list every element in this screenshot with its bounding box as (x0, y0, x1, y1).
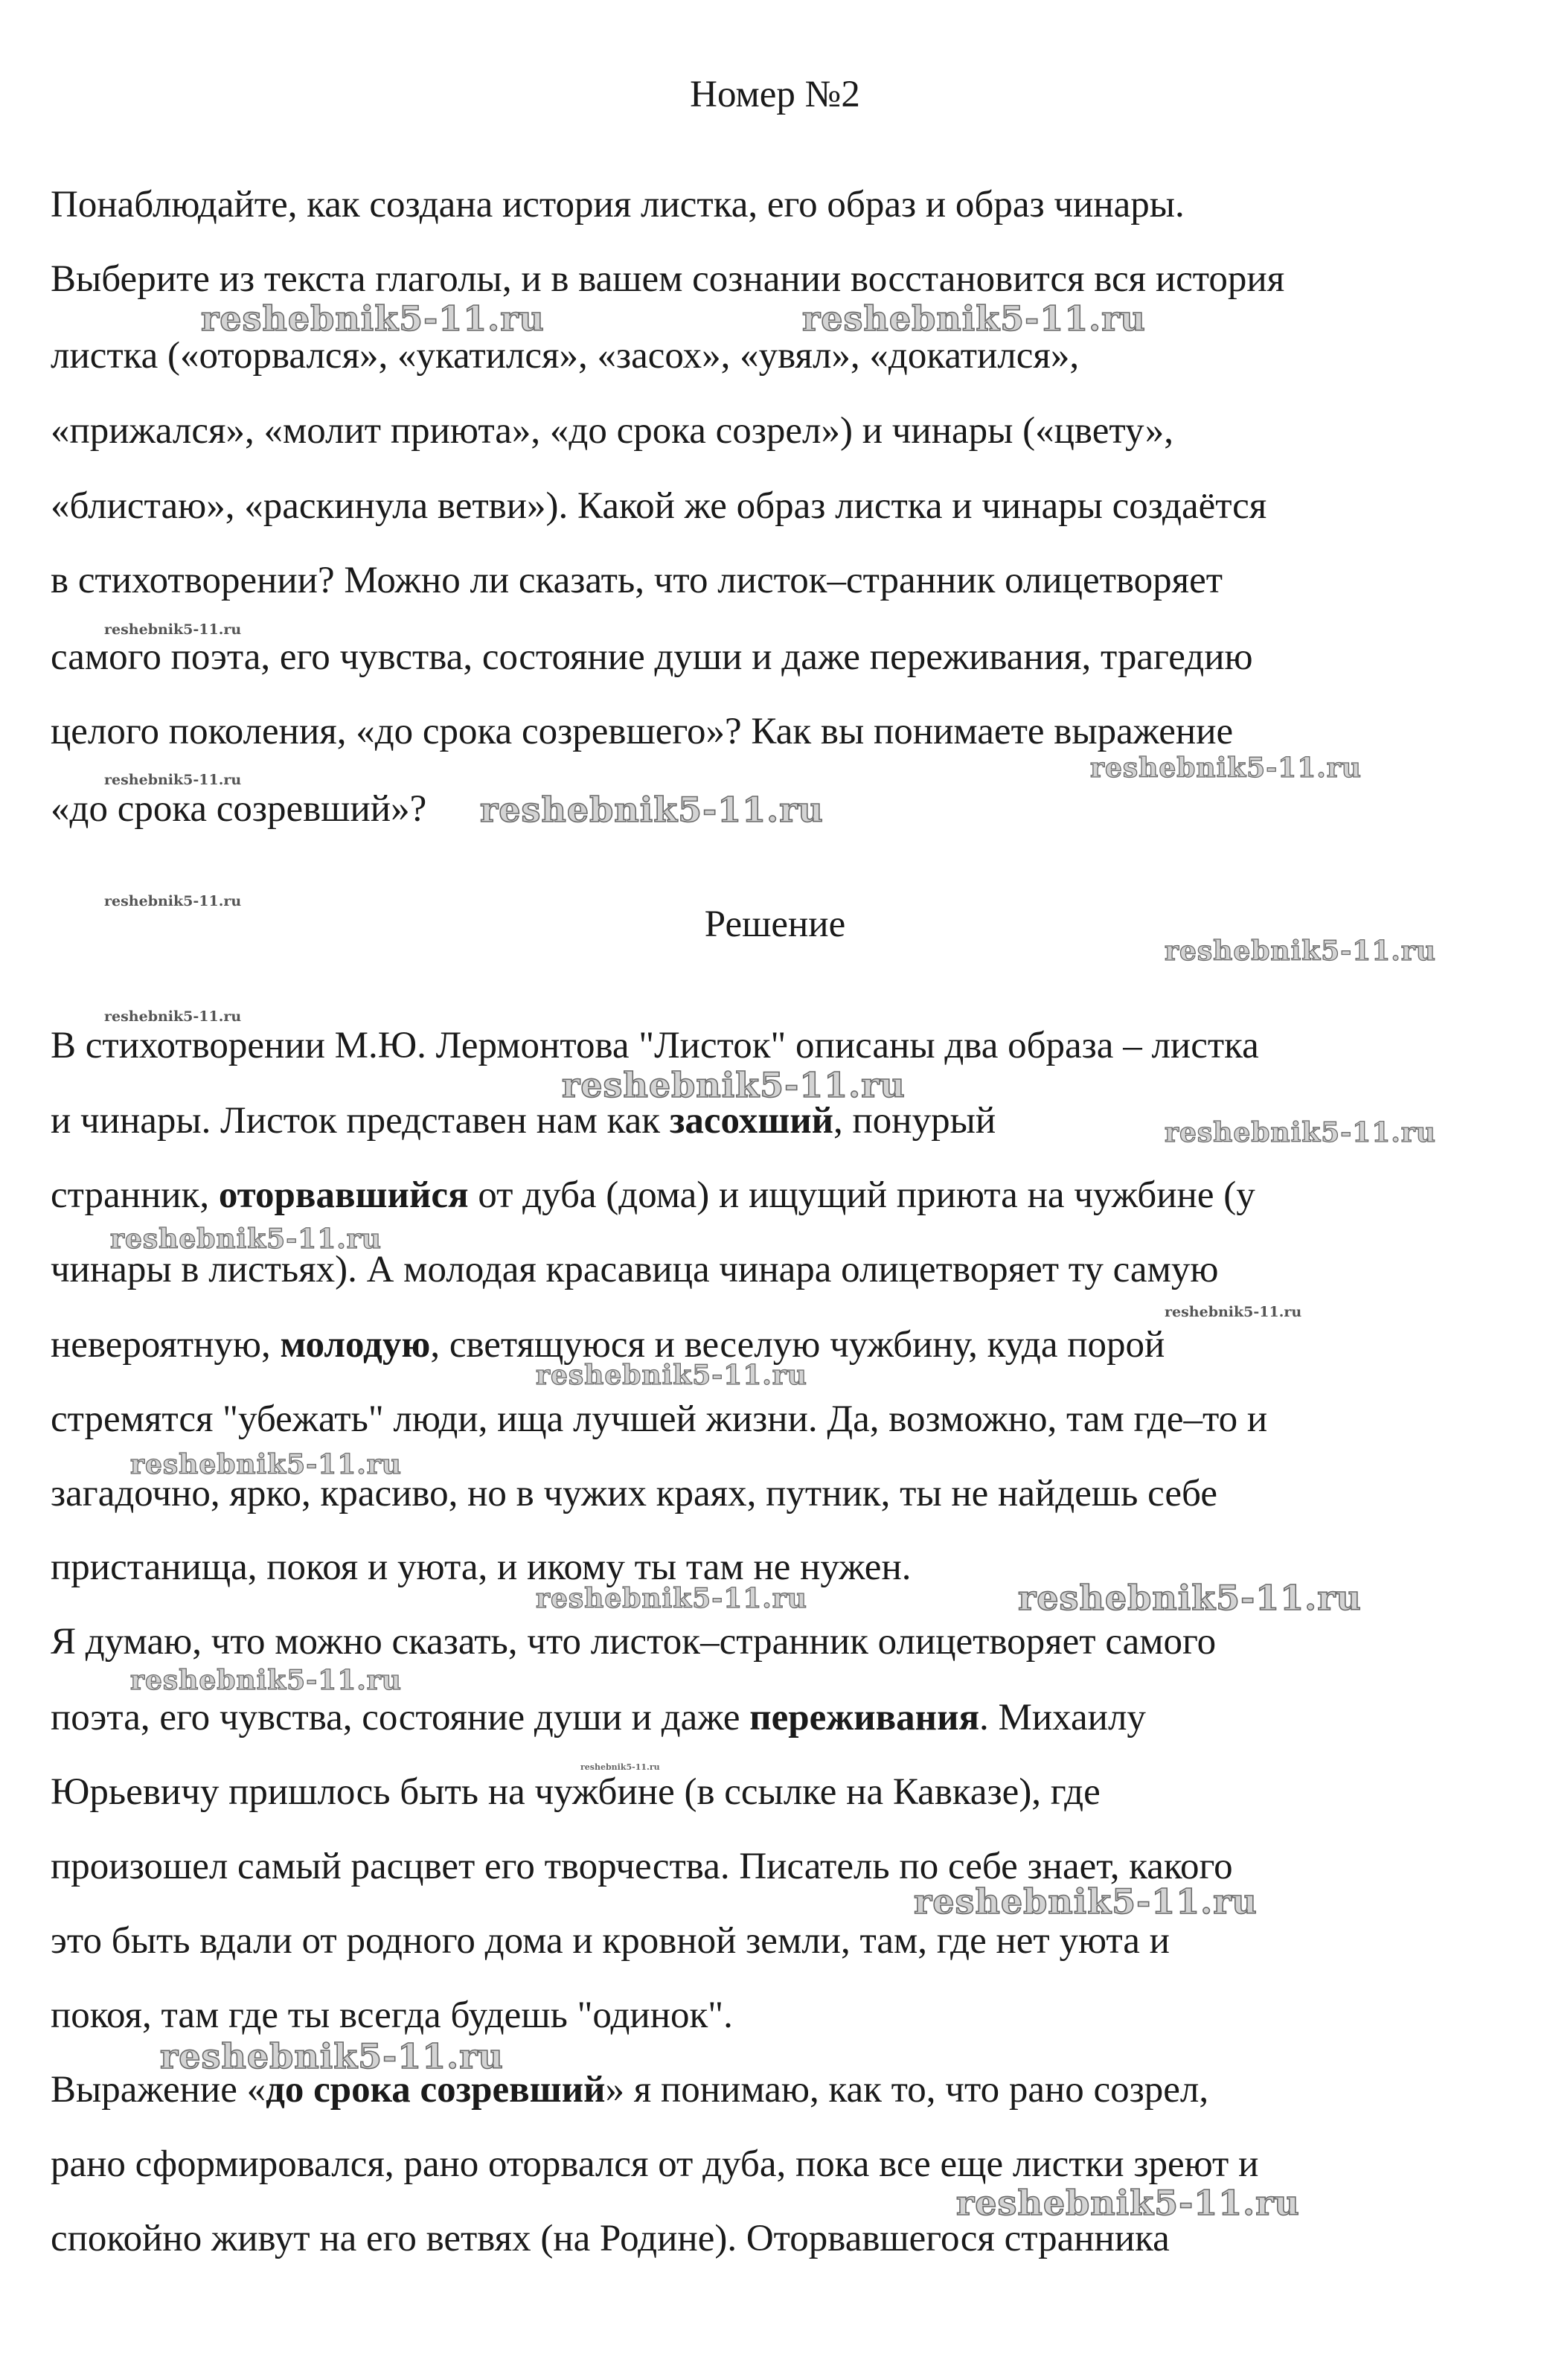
watermark: reshebnik5-11.ru (201, 298, 545, 339)
question-line (51, 635, 1253, 679)
solution-line (51, 1173, 1255, 1218)
text-run: стремятся "убежать" люди, ища лучшей жизни. Да, возможно, там где–то и (51, 1398, 1268, 1440)
text-run: Я думаю, что можно сказать, что листок–странник олицетворяет самого (51, 1621, 1217, 1663)
watermark: reshebnik5-11.ru (1165, 1117, 1436, 1148)
question-line (51, 333, 1079, 378)
watermark: reshebnik5-11.ru (104, 772, 242, 788)
bold-term: до срока созревший (266, 2069, 606, 2111)
solution-line (51, 1619, 1216, 1664)
bold-term: переживания (749, 1697, 980, 1738)
solution-line (51, 1695, 1146, 1740)
text-run: » я понимаю, как то, что рано созрел, (605, 2069, 1209, 2111)
watermark: reshebnik5-11.ru (580, 1762, 660, 1772)
solution-line (51, 1023, 1259, 1068)
solution-line (51, 1993, 733, 2038)
watermark: reshebnik5-11.ru (802, 298, 1146, 339)
question-line (51, 484, 1266, 528)
text-run: , светящуюся и веселую чужбину, куда порой (430, 1324, 1165, 1366)
question-line (51, 182, 1185, 227)
solution-heading: Решение (704, 903, 846, 945)
solution-line (51, 1770, 1101, 1814)
text-run: «блистаю», «раскинула ветви»). Какой же образ листка и чинары создаётся (51, 485, 1267, 527)
solution-line (51, 1098, 996, 1143)
text-run: «до срока созревший»? (51, 788, 427, 830)
watermark: reshebnik5-11.ru (104, 1008, 242, 1025)
solution-line (51, 2142, 1258, 2187)
watermark: reshebnik5-11.ru (1090, 752, 1362, 784)
text-run: поэта, его чувства, состояние души и даже (51, 1697, 750, 1738)
watermark: reshebnik5-11.ru (160, 2036, 504, 2076)
text-run: спокойно живут на его ветвях (на Родине). Оторвавшегося странника (51, 2218, 1170, 2259)
watermark: reshebnik5-11.ru (536, 1583, 807, 1614)
watermark: reshebnik5-11.ru (536, 1360, 807, 1391)
text-run: загадочно, ярко, красиво, но в чужих краях, путник, ты не найдешь себе (51, 1473, 1217, 1514)
text-run: целого поколения, «до срока созревшего»? Как вы понимаете выражение (51, 711, 1234, 752)
text-run: самого поэта, его чувства, состояние души и даже переживания, трагедию (51, 636, 1253, 678)
text-run: Выберите из текста глаголы, и в вашем сознании восстановится вся история (51, 258, 1285, 300)
watermark: reshebnik5-11.ru (104, 621, 242, 638)
watermark: reshebnik5-11.ru (914, 1881, 1258, 1922)
question-line (51, 709, 1233, 754)
watermark: reshebnik5-11.ru (1018, 1578, 1362, 1618)
text-run: невероятную, (51, 1324, 281, 1366)
text-run: в стихотворении? Можно ли сказать, что листок–странник олицетворяет (51, 560, 1223, 601)
watermark: reshebnik5-11.ru (130, 1665, 402, 1696)
question-line (51, 558, 1223, 603)
text-run: «прижался», «молит приюта», «до срока созрел») и чинары («цвету», (51, 410, 1173, 452)
question-line (51, 409, 1173, 453)
text-run: рано сформировался, рано оторвался от дуба, пока все еще листки зреют и (51, 2143, 1259, 2185)
watermark: reshebnik5-11.ru (1165, 1304, 1302, 1320)
watermark: reshebnik5-11.ru (104, 893, 242, 909)
watermark: reshebnik5-11.ru (1165, 935, 1436, 967)
question-line (51, 787, 426, 831)
text-run: листка («оторвался», «укатился», «засох», «увял», «докатился», (51, 335, 1080, 377)
watermark: reshebnik5-11.ru (956, 2183, 1300, 2223)
text-run: пристанища, покоя и уюта, и икому ты там не нужен. (51, 1546, 912, 1588)
solution-line (51, 1397, 1267, 1442)
watermark: reshebnik5-11.ru (130, 1449, 402, 1480)
text-run: Выражение « (51, 2069, 266, 2111)
text-run: Юрьевичу пришлось быть на чужбине (в ссылке на Кавказе), где (51, 1771, 1101, 1813)
text-run: это быть вдали от родного дома и кровной земли, там, где нет уюта и (51, 1920, 1170, 1962)
text-run: . Михаилу (979, 1697, 1146, 1738)
watermark: reshebnik5-11.ru (110, 1223, 382, 1255)
text-run: В стихотворении М.Ю. Лермонтова "Листок" описаны два образа – листка (51, 1025, 1259, 1066)
text-run: странник, (51, 1174, 219, 1216)
question-line (51, 257, 1284, 301)
watermark: reshebnik5-11.ru (480, 790, 824, 830)
watermark: reshebnik5-11.ru (562, 1065, 906, 1105)
text-run: Понаблюдайте, как создана история листка, его образ и образ чинары. (51, 184, 1185, 225)
bold-term: засохший (669, 1100, 834, 1142)
solution-line (51, 2216, 1170, 2261)
bold-term: молодую (280, 1324, 431, 1366)
text-run: произошел самый расцвет его творчества. Писатель по себе знает, какого (51, 1846, 1233, 1887)
text-run: и чинары. Листок представен нам как (51, 1100, 670, 1142)
bold-term: оторвавшийся (218, 1174, 469, 1216)
solution-line (51, 1919, 1170, 1963)
text-run: , понурый (833, 1100, 996, 1142)
text-run: от дуба (дома) и ищущий приюта на чужбине (у (468, 1174, 1255, 1216)
text-run: покоя, там где ты всегда будешь "одинок". (51, 1994, 733, 2036)
text-run: чинары в листьях). А молодая красавица чинара олицетворяет ту самую (51, 1249, 1219, 1290)
page-title: Номер №2 (690, 74, 860, 115)
